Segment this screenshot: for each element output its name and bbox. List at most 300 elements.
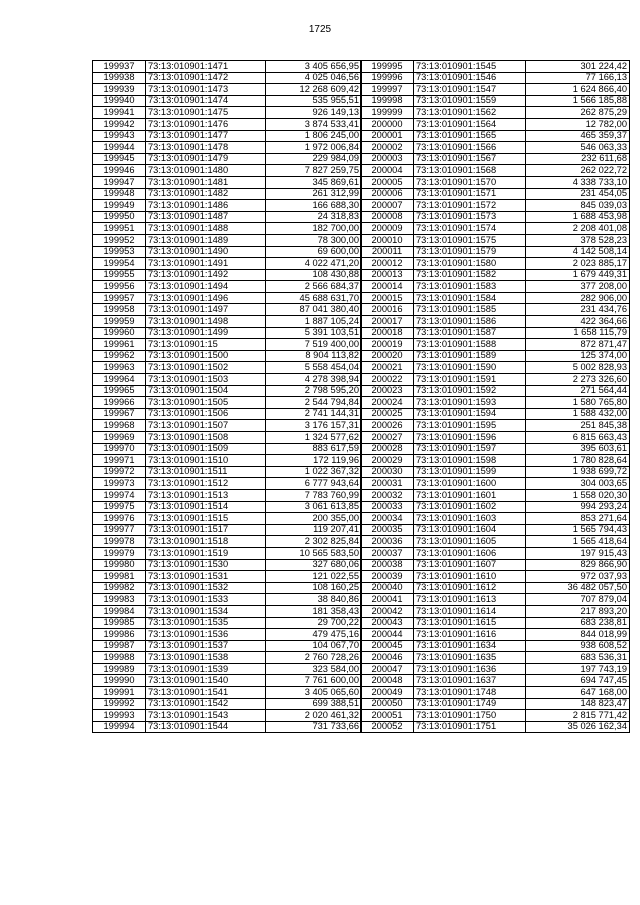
- cadastral-number: 73:13:010901:1502: [146, 362, 266, 374]
- cadastral-number: 73:13:010901:1473: [146, 84, 266, 96]
- row-number: 200003: [361, 153, 414, 165]
- table-row: [93, 153, 362, 165]
- table-row: [361, 258, 630, 270]
- table-row: [93, 61, 362, 73]
- cadastral-value: 699 388,51: [266, 698, 362, 710]
- cadastral-value: 2 020 461,32: [266, 710, 362, 722]
- table-row: [361, 605, 630, 617]
- row-number: 199940: [93, 95, 146, 107]
- cadastral-number: 73:13:010901:1487: [146, 211, 266, 223]
- table-row: [361, 304, 630, 316]
- cadastral-number: 73:13:010901:1579: [414, 246, 526, 258]
- cadastral-number: 73:13:010901:1518: [146, 536, 266, 548]
- row-number: 199982: [93, 582, 146, 594]
- cadastral-value: 377 208,00: [526, 281, 630, 293]
- cadastral-value: 845 039,03: [526, 200, 630, 212]
- cadastral-number: 73:13:010901:15: [146, 339, 266, 351]
- table-row: [93, 281, 362, 293]
- cadastral-value: 251 845,38: [526, 420, 630, 432]
- cadastral-value: 38 840,86: [266, 594, 362, 606]
- cadastral-number: 73:13:010901:1499: [146, 327, 266, 339]
- cadastral-value: 4 022 471,20: [266, 258, 362, 270]
- cadastral-value: 378 528,23: [526, 234, 630, 246]
- cadastral-value: 972 037,93: [526, 571, 630, 583]
- cadastral-number: 73:13:010901:1507: [146, 420, 266, 432]
- table-row: [93, 211, 362, 223]
- row-number: 200000: [361, 118, 414, 130]
- table-row: [93, 687, 362, 699]
- row-number: 199956: [93, 281, 146, 293]
- cadastral-value: 2 741 144,31: [266, 408, 362, 420]
- cadastral-number: 73:13:010901:1607: [414, 559, 526, 571]
- cadastral-value: 121 022,55: [266, 571, 362, 583]
- cadastral-number: 73:13:010901:1614: [414, 605, 526, 617]
- cadastral-value: 829 866,90: [526, 559, 630, 571]
- cadastral-number: 73:13:010901:1568: [414, 165, 526, 177]
- table-row: [361, 640, 630, 652]
- cadastral-value: 69 600,00: [266, 246, 362, 258]
- cadastral-value: 1 972 006,84: [266, 142, 362, 154]
- table-row: [93, 165, 362, 177]
- cadastral-value: 683 238,81: [526, 617, 630, 629]
- cadastral-number: 73:13:010901:1605: [414, 536, 526, 548]
- table-row: [361, 95, 630, 107]
- row-number: 200022: [361, 374, 414, 386]
- cadastral-number: 73:13:010901:1537: [146, 640, 266, 652]
- row-number: 199944: [93, 142, 146, 154]
- cadastral-number: 73:13:010901:1544: [146, 721, 266, 733]
- row-number: 199954: [93, 258, 146, 270]
- cadastral-number: 73:13:010901:1545: [414, 61, 526, 73]
- table-row: [361, 142, 630, 154]
- cadastral-number: 73:13:010901:1749: [414, 698, 526, 710]
- row-number: 199986: [93, 629, 146, 641]
- cadastral-number: 73:13:010901:1637: [414, 675, 526, 687]
- row-number: 199975: [93, 501, 146, 513]
- cadastral-number: 73:13:010901:1506: [146, 408, 266, 420]
- row-number: 200036: [361, 536, 414, 548]
- cadastral-value: 35 026 162,34: [526, 721, 630, 733]
- cadastral-value: 262 875,29: [526, 107, 630, 119]
- cadastral-value: 24 318,83: [266, 211, 362, 223]
- row-number: 200042: [361, 605, 414, 617]
- cadastral-number: 73:13:010901:1585: [414, 304, 526, 316]
- table-row: [361, 698, 630, 710]
- cadastral-value: 1 324 577,62: [266, 432, 362, 444]
- cadastral-number: 73:13:010901:1587: [414, 327, 526, 339]
- table-row: [361, 246, 630, 258]
- row-number: 200027: [361, 432, 414, 444]
- table-row: [361, 721, 630, 733]
- row-number: 200032: [361, 489, 414, 501]
- cadastral-number: 73:13:010901:1543: [146, 710, 266, 722]
- cadastral-number: 73:13:010901:1610: [414, 571, 526, 583]
- cadastral-value: 647 168,00: [526, 687, 630, 699]
- table-row: [361, 466, 630, 478]
- table-row: [93, 130, 362, 142]
- row-number: 199958: [93, 304, 146, 316]
- cadastral-value: 282 906,00: [526, 292, 630, 304]
- row-number: 200050: [361, 698, 414, 710]
- row-number: 200021: [361, 362, 414, 374]
- table-row: [361, 176, 630, 188]
- row-number: 200010: [361, 234, 414, 246]
- row-number: 200015: [361, 292, 414, 304]
- row-number: 200045: [361, 640, 414, 652]
- cadastral-value: 7 519 400,00: [266, 339, 362, 351]
- row-number: 199970: [93, 443, 146, 455]
- table-row: [93, 536, 362, 548]
- cadastral-number: 73:13:010901:1612: [414, 582, 526, 594]
- cadastral-value: 7 761 600,00: [266, 675, 362, 687]
- row-number: 199976: [93, 513, 146, 525]
- cadastral-value: 345 869,61: [266, 176, 362, 188]
- cadastral-number: 73:13:010901:1599: [414, 466, 526, 478]
- cadastral-value: 2 208 401,08: [526, 223, 630, 235]
- cadastral-value: 45 688 631,70: [266, 292, 362, 304]
- table-row: [361, 513, 630, 525]
- row-number: 200028: [361, 443, 414, 455]
- table-row: [361, 339, 630, 351]
- cadastral-value: 1 565 794,43: [526, 524, 630, 536]
- cadastral-value: 229 984,09: [266, 153, 362, 165]
- cadastral-number: 73:13:010901:1750: [414, 710, 526, 722]
- cadastral-number: 73:13:010901:1562: [414, 107, 526, 119]
- row-number: 199990: [93, 675, 146, 687]
- cadastral-value: 304 003,65: [526, 478, 630, 490]
- row-number: 200035: [361, 524, 414, 536]
- cadastral-value: 6 815 663,43: [526, 432, 630, 444]
- table-row: [361, 118, 630, 130]
- cadastral-number: 73:13:010901:1503: [146, 374, 266, 386]
- cadastral-value: 197 743,19: [526, 663, 630, 675]
- cadastral-value: 271 564,44: [526, 385, 630, 397]
- cadastral-number: 73:13:010901:1613: [414, 594, 526, 606]
- table-row: [361, 385, 630, 397]
- row-number: 200001: [361, 130, 414, 142]
- cadastral-number: 73:13:010901:1497: [146, 304, 266, 316]
- cadastral-number: 73:13:010901:1481: [146, 176, 266, 188]
- cadastral-value: 87 041 380,40: [266, 304, 362, 316]
- table-row: [361, 153, 630, 165]
- cadastral-value: 3 405 656,95: [266, 61, 362, 73]
- table-row: [361, 316, 630, 328]
- cadastral-number: 73:13:010901:1477: [146, 130, 266, 142]
- row-number: 199981: [93, 571, 146, 583]
- row-number: 199983: [93, 594, 146, 606]
- table-row: [361, 675, 630, 687]
- table-row: [93, 513, 362, 525]
- row-number: 199952: [93, 234, 146, 246]
- cadastral-value: 119 207,41: [266, 524, 362, 536]
- cadastral-value: 3 874 533,41: [266, 118, 362, 130]
- cadastral-number: 73:13:010901:1582: [414, 269, 526, 281]
- cadastral-number: 73:13:010901:1513: [146, 489, 266, 501]
- cadastral-number: 73:13:010901:1584: [414, 292, 526, 304]
- table-row: [361, 107, 630, 119]
- table-row: [93, 374, 362, 386]
- table-row: [361, 617, 630, 629]
- table-row: [361, 200, 630, 212]
- cadastral-number: 73:13:010901:1538: [146, 652, 266, 664]
- cadastral-value: 29 700,22: [266, 617, 362, 629]
- table-row: [361, 223, 630, 235]
- cadastral-value: 232 611,68: [526, 153, 630, 165]
- cadastral-number: 73:13:010901:1567: [414, 153, 526, 165]
- row-number: 200048: [361, 675, 414, 687]
- cadastral-value: 231 454,05: [526, 188, 630, 200]
- table-row: [93, 95, 362, 107]
- table-row: [361, 84, 630, 96]
- cadastral-value: 926 149,13: [266, 107, 362, 119]
- row-number: 200007: [361, 200, 414, 212]
- row-number: 200009: [361, 223, 414, 235]
- row-number: 200005: [361, 176, 414, 188]
- table-row: [93, 223, 362, 235]
- cadastral-number: 73:13:010901:1509: [146, 443, 266, 455]
- row-number: 199962: [93, 350, 146, 362]
- table-row: [93, 234, 362, 246]
- cadastral-value: 2 815 771,42: [526, 710, 630, 722]
- cadastral-number: 73:13:010901:1583: [414, 281, 526, 293]
- cadastral-number: 73:13:010901:1505: [146, 397, 266, 409]
- table-row: [361, 629, 630, 641]
- cadastral-value: 1 780 828,64: [526, 455, 630, 467]
- table-row: [93, 258, 362, 270]
- table-row: [93, 524, 362, 536]
- row-number: 200039: [361, 571, 414, 583]
- cadastral-value: 465 359,37: [526, 130, 630, 142]
- row-number: 200041: [361, 594, 414, 606]
- row-number: 199985: [93, 617, 146, 629]
- row-number: 199979: [93, 547, 146, 559]
- table-row: [93, 640, 362, 652]
- cadastral-value: 77 166,13: [526, 72, 630, 84]
- table-row: [361, 374, 630, 386]
- row-number: 200016: [361, 304, 414, 316]
- page-number: 1725: [308, 24, 332, 35]
- table-row: [361, 443, 630, 455]
- row-number: 199994: [93, 721, 146, 733]
- row-number: 199959: [93, 316, 146, 328]
- table-row: [93, 571, 362, 583]
- row-number: 200025: [361, 408, 414, 420]
- row-number: 199949: [93, 200, 146, 212]
- cadastral-value: 200 355,00: [266, 513, 362, 525]
- registry-table-right: [360, 60, 630, 733]
- cadastral-value: 125 374,00: [526, 350, 630, 362]
- cadastral-value: 12 268 609,42: [266, 84, 362, 96]
- cadastral-value: 994 293,24: [526, 501, 630, 513]
- row-number: 199937: [93, 61, 146, 73]
- cadastral-value: 8 904 113,82: [266, 350, 362, 362]
- table-row: [93, 316, 362, 328]
- cadastral-value: 1 658 115,79: [526, 327, 630, 339]
- table-row: [93, 698, 362, 710]
- cadastral-value: 3 176 157,31: [266, 420, 362, 432]
- table-row: [93, 605, 362, 617]
- cadastral-number: 73:13:010901:1571: [414, 188, 526, 200]
- row-number: 200004: [361, 165, 414, 177]
- cadastral-value: 844 018,99: [526, 629, 630, 641]
- row-number: 200030: [361, 466, 414, 478]
- cadastral-number: 73:13:010901:1496: [146, 292, 266, 304]
- cadastral-number: 73:13:010901:1591: [414, 374, 526, 386]
- row-number: 199968: [93, 420, 146, 432]
- table-row: [361, 408, 630, 420]
- table-row: [93, 385, 362, 397]
- cadastral-number: 73:13:010901:1565: [414, 130, 526, 142]
- cadastral-number: 73:13:010901:1602: [414, 501, 526, 513]
- row-number: 200033: [361, 501, 414, 513]
- row-number: 200018: [361, 327, 414, 339]
- table-row: [93, 710, 362, 722]
- table-row: [93, 455, 362, 467]
- cadastral-number: 73:13:010901:1566: [414, 142, 526, 154]
- cadastral-number: 73:13:010901:1472: [146, 72, 266, 84]
- cadastral-number: 73:13:010901:1514: [146, 501, 266, 513]
- cadastral-value: 12 782,00: [526, 118, 630, 130]
- table-row: [93, 142, 362, 154]
- table-row: [361, 397, 630, 409]
- cadastral-value: 78 300,00: [266, 234, 362, 246]
- table-row: [361, 165, 630, 177]
- table-row: [93, 489, 362, 501]
- cadastral-value: 217 893,20: [526, 605, 630, 617]
- table-row: [361, 455, 630, 467]
- cadastral-value: 327 680,06: [266, 559, 362, 571]
- row-number: 200052: [361, 721, 414, 733]
- row-number: 199943: [93, 130, 146, 142]
- cadastral-value: 2 544 794,84: [266, 397, 362, 409]
- table-row: [93, 617, 362, 629]
- cadastral-value: 422 364,66: [526, 316, 630, 328]
- cadastral-number: 73:13:010901:1471: [146, 61, 266, 73]
- table-row: [93, 582, 362, 594]
- cadastral-value: 4 025 046,56: [266, 72, 362, 84]
- cadastral-value: 4 338 733,10: [526, 176, 630, 188]
- cadastral-number: 73:13:010901:1494: [146, 281, 266, 293]
- table-row: [361, 281, 630, 293]
- table-row: [361, 524, 630, 536]
- cadastral-value: 2 798 595,20: [266, 385, 362, 397]
- row-number: 199984: [93, 605, 146, 617]
- cadastral-value: 262 022,72: [526, 165, 630, 177]
- cadastral-value: 108 160,25: [266, 582, 362, 594]
- row-number: 199942: [93, 118, 146, 130]
- cadastral-number: 73:13:010901:1486: [146, 200, 266, 212]
- row-number: 200012: [361, 258, 414, 270]
- table-row: [93, 629, 362, 641]
- cadastral-number: 73:13:010901:1534: [146, 605, 266, 617]
- row-number: 200043: [361, 617, 414, 629]
- row-number: 199964: [93, 374, 146, 386]
- table-row: [361, 594, 630, 606]
- cadastral-value: 7 827 259,75: [266, 165, 362, 177]
- cadastral-value: 104 067,70: [266, 640, 362, 652]
- table-row: [93, 408, 362, 420]
- row-number: 199991: [93, 687, 146, 699]
- row-number: 199997: [361, 84, 414, 96]
- table-row: [93, 675, 362, 687]
- row-number: 199941: [93, 107, 146, 119]
- cadastral-value: 1 887 105,24: [266, 316, 362, 328]
- cadastral-number: 73:13:010901:1595: [414, 420, 526, 432]
- table-row: [93, 559, 362, 571]
- table-row: [93, 246, 362, 258]
- table-row: [93, 107, 362, 119]
- row-number: 199998: [361, 95, 414, 107]
- row-number: 199987: [93, 640, 146, 652]
- cadastral-number: 73:13:010901:1606: [414, 547, 526, 559]
- cadastral-value: 1 565 418,64: [526, 536, 630, 548]
- cadastral-value: 10 565 583,50: [266, 547, 362, 559]
- table-row: [361, 188, 630, 200]
- cadastral-value: 1 580 765,80: [526, 397, 630, 409]
- cadastral-number: 73:13:010901:1536: [146, 629, 266, 641]
- table-row: [93, 269, 362, 281]
- row-number: 200024: [361, 397, 414, 409]
- row-number: 200008: [361, 211, 414, 223]
- cadastral-number: 73:13:010901:1546: [414, 72, 526, 84]
- table-row: [93, 397, 362, 409]
- row-number: 199988: [93, 652, 146, 664]
- row-number: 199999: [361, 107, 414, 119]
- cadastral-value: 197 915,43: [526, 547, 630, 559]
- table-row: [361, 292, 630, 304]
- cadastral-number: 73:13:010901:1634: [414, 640, 526, 652]
- cadastral-number: 73:13:010901:1559: [414, 95, 526, 107]
- row-number: 200011: [361, 246, 414, 258]
- cadastral-number: 73:13:010901:1535: [146, 617, 266, 629]
- table-row: [361, 327, 630, 339]
- row-number: 199989: [93, 663, 146, 675]
- cadastral-value: 181 358,43: [266, 605, 362, 617]
- cadastral-value: 1 566 185,88: [526, 95, 630, 107]
- cadastral-value: 938 608,52: [526, 640, 630, 652]
- cadastral-value: 731 733,66: [266, 721, 362, 733]
- cadastral-number: 73:13:010901:1751: [414, 721, 526, 733]
- row-number: 200051: [361, 710, 414, 722]
- row-number: 199971: [93, 455, 146, 467]
- cadastral-number: 73:13:010901:1574: [414, 223, 526, 235]
- row-number: 199938: [93, 72, 146, 84]
- row-number: 200046: [361, 652, 414, 664]
- row-number: 199950: [93, 211, 146, 223]
- row-number: 199946: [93, 165, 146, 177]
- registry-table-left: [92, 60, 362, 733]
- cadastral-value: 231 434,76: [526, 304, 630, 316]
- cadastral-value: 5 002 828,93: [526, 362, 630, 374]
- row-number: 199953: [93, 246, 146, 258]
- cadastral-value: 36 482 057,50: [526, 582, 630, 594]
- row-number: 200020: [361, 350, 414, 362]
- cadastral-number: 73:13:010901:1474: [146, 95, 266, 107]
- row-number: 200002: [361, 142, 414, 154]
- cadastral-number: 73:13:010901:1597: [414, 443, 526, 455]
- cadastral-number: 73:13:010901:1600: [414, 478, 526, 490]
- table-row: [93, 84, 362, 96]
- cadastral-number: 73:13:010901:1511: [146, 466, 266, 478]
- cadastral-value: 853 271,64: [526, 513, 630, 525]
- cadastral-number: 73:13:010901:1489: [146, 234, 266, 246]
- cadastral-value: 546 063,33: [526, 142, 630, 154]
- cadastral-number: 73:13:010901:1519: [146, 547, 266, 559]
- cadastral-number: 73:13:010901:1515: [146, 513, 266, 525]
- table-row: [93, 176, 362, 188]
- table-row: [93, 339, 362, 351]
- cadastral-number: 73:13:010901:1479: [146, 153, 266, 165]
